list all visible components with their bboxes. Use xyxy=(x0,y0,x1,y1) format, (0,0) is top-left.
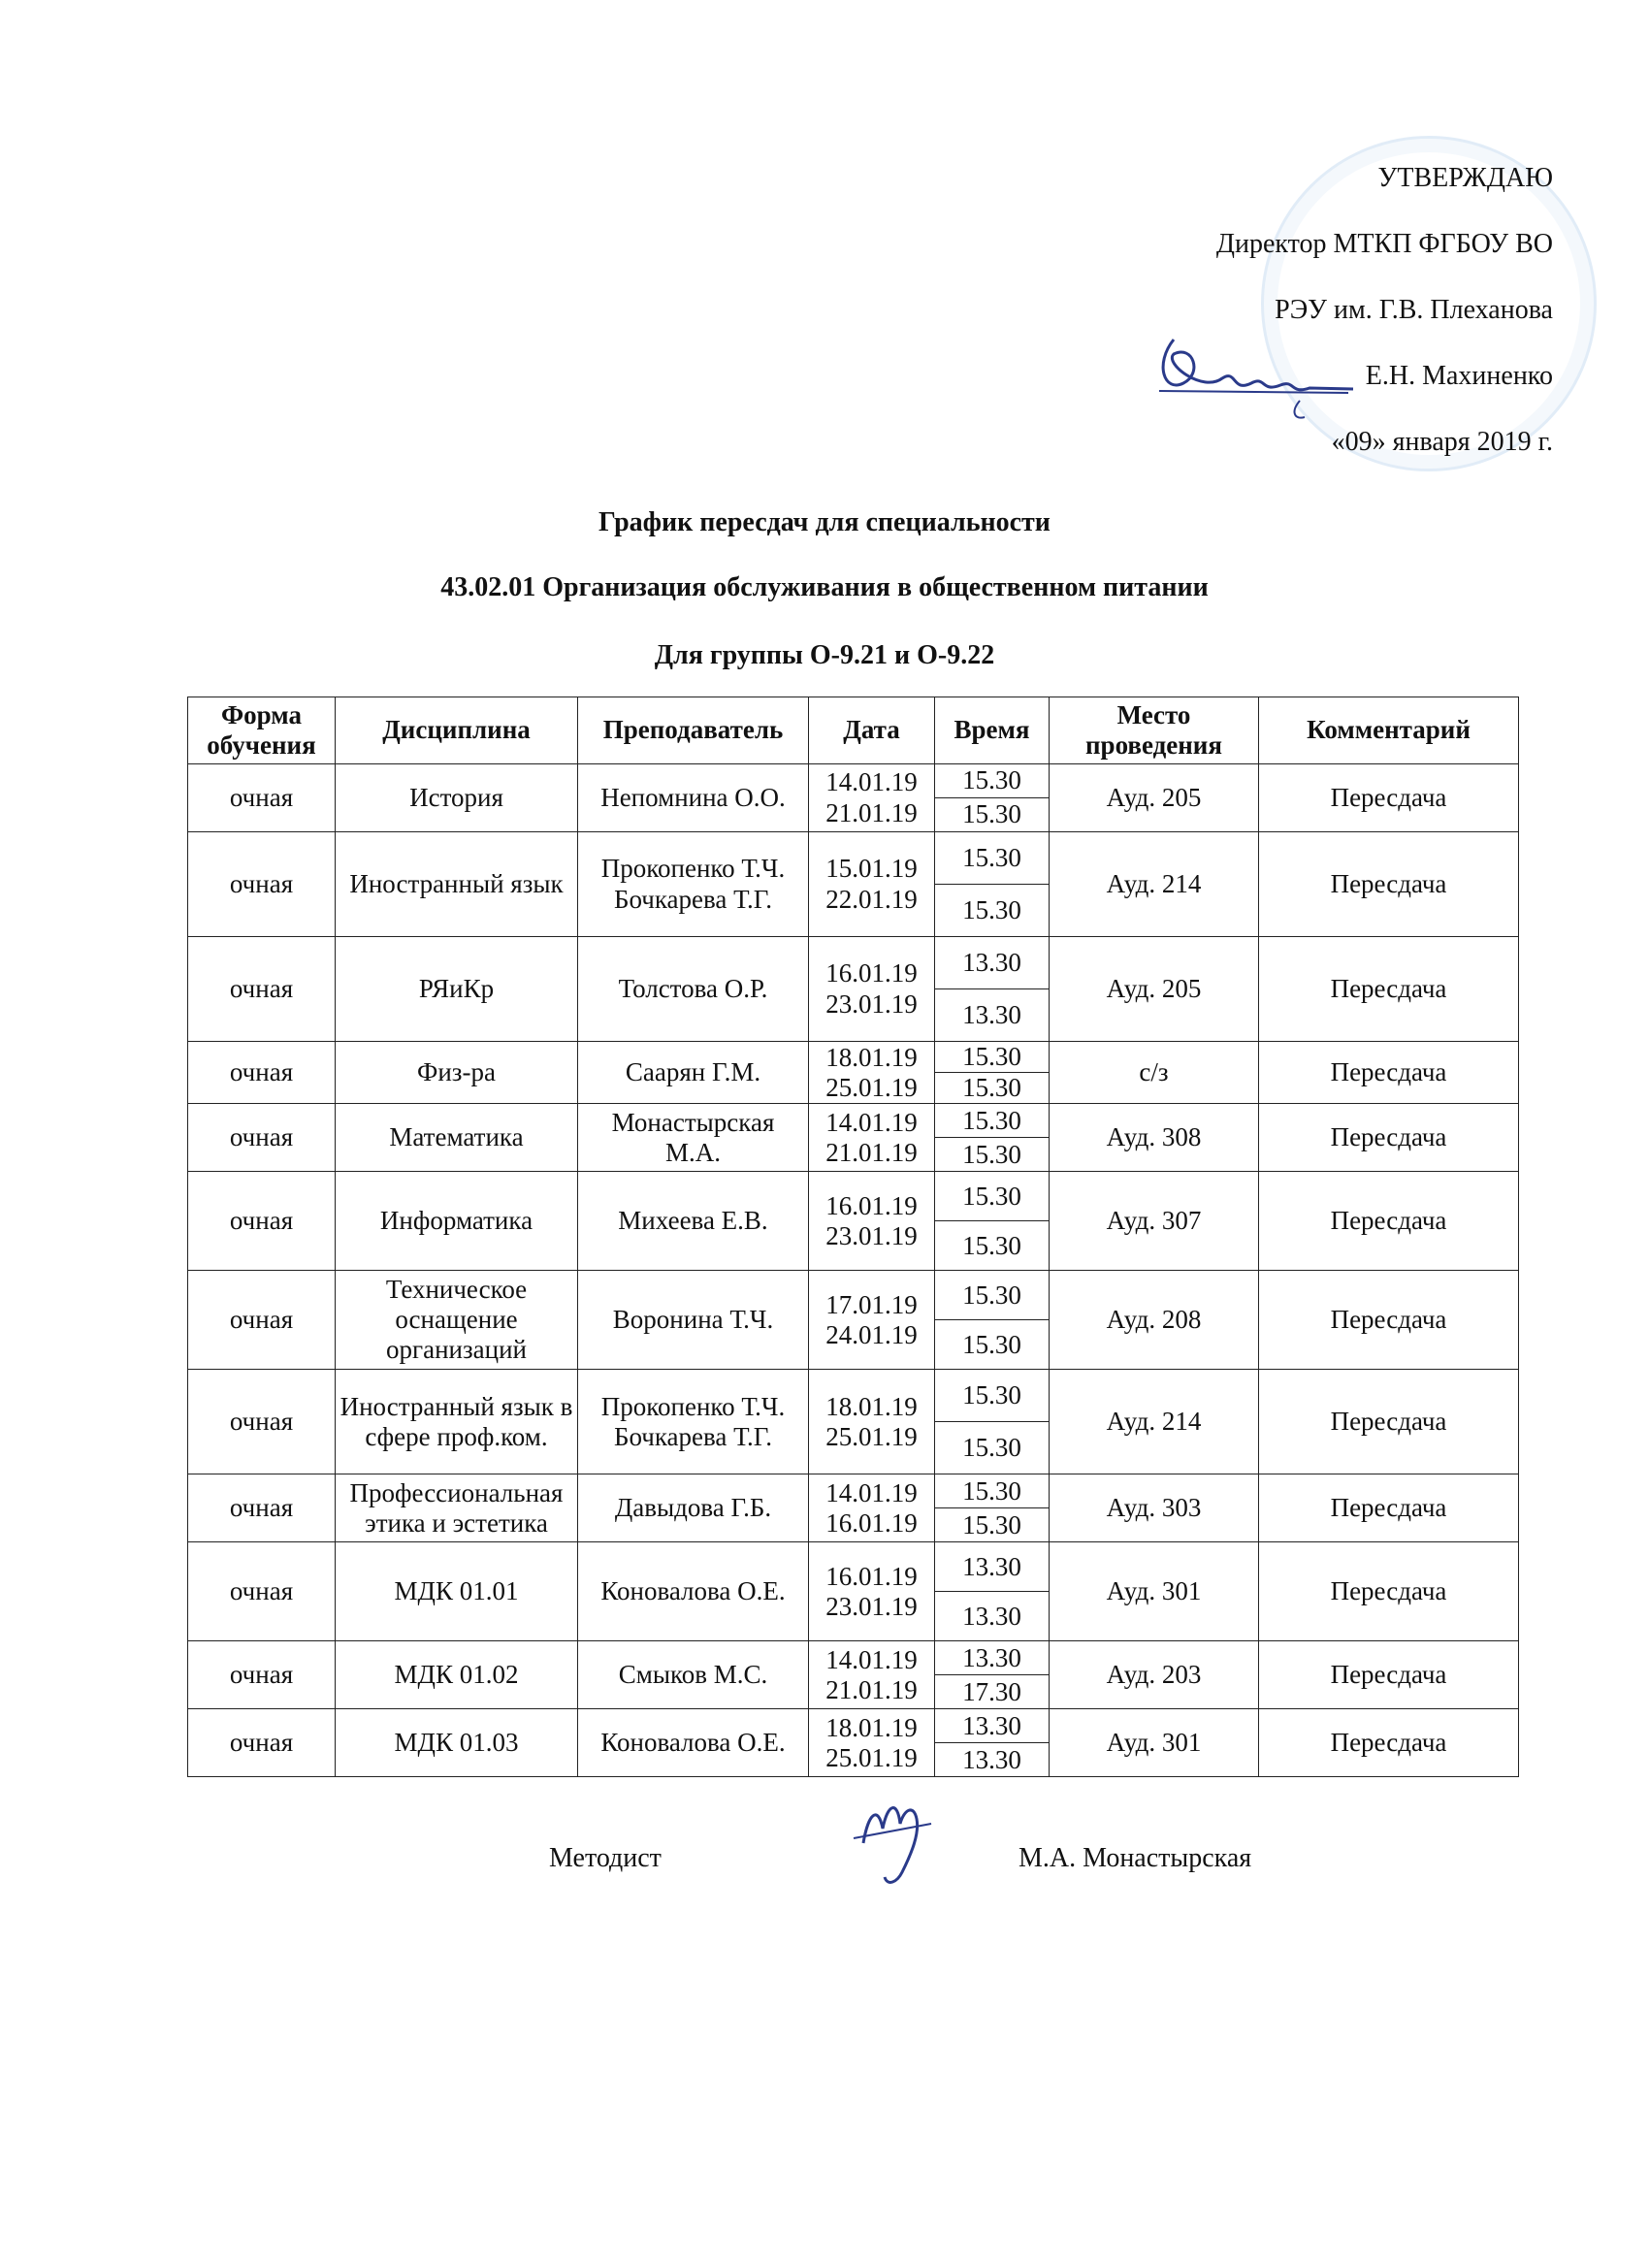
table-row xyxy=(188,1370,1519,1422)
cell-teacher: Смыков М.С. xyxy=(578,1641,809,1709)
cell-form: очная xyxy=(188,1542,336,1641)
cell-discipline: МДК 01.01 xyxy=(336,1542,578,1641)
table-row xyxy=(188,1042,1519,1073)
cell-place: Ауд. 214 xyxy=(1050,832,1259,937)
cell-teacher: Михеева Е.В. xyxy=(578,1172,809,1271)
cell-comment: Пересдача xyxy=(1259,1172,1519,1271)
methodist-role: Методист xyxy=(549,1843,662,1873)
cell-teacher: Прокопенко Т.Ч. Бочкарева Т.Г. xyxy=(578,832,809,937)
cell-discipline: Техническое оснащение организаций xyxy=(336,1271,578,1370)
cell-time-first: 13.30 xyxy=(935,1709,1050,1743)
col-header: Форма обучения xyxy=(188,697,336,764)
cell-teacher: Коновалова О.Е. xyxy=(578,1542,809,1641)
table-row xyxy=(188,1641,1519,1675)
table-row xyxy=(188,1709,1519,1743)
col-header: Дата xyxy=(809,697,935,764)
col-header: Место проведения xyxy=(1050,697,1259,764)
cell-comment: Пересдача xyxy=(1259,1370,1519,1474)
cell-dates: 16.01.19 23.01.19 xyxy=(809,937,935,1042)
cell-time-second: 17.30 xyxy=(935,1675,1050,1709)
cell-time-first: 13.30 xyxy=(935,1542,1050,1592)
approval-line: РЭУ им. Г.В. Плеханова xyxy=(1275,295,1553,325)
cell-time-second: 15.30 xyxy=(935,1221,1050,1271)
cell-time-first: 13.30 xyxy=(935,937,1050,989)
cell-teacher: Коновалова О.Е. xyxy=(578,1709,809,1777)
cell-teacher: Давыдова Г.Б. xyxy=(578,1474,809,1542)
col-header: Дисциплина xyxy=(336,697,578,764)
specialty-title: 43.02.01 Организация обслуживания в общественном питании xyxy=(440,572,1209,602)
cell-time-first: 15.30 xyxy=(935,1172,1050,1221)
col-header: Преподаватель xyxy=(578,697,809,764)
cell-teacher: Воронина Т.Ч. xyxy=(578,1271,809,1370)
cell-time-second: 15.30 xyxy=(935,1073,1050,1104)
table-row xyxy=(188,1271,1519,1320)
cell-comment: Пересдача xyxy=(1259,764,1519,832)
table-row xyxy=(188,832,1519,885)
approval-line: УТВЕРЖДАЮ xyxy=(1377,163,1553,193)
table-row xyxy=(188,1104,1519,1138)
cell-discipline: Информатика xyxy=(336,1172,578,1271)
cell-time-first: 15.30 xyxy=(935,1104,1050,1138)
table-header-row xyxy=(188,697,1519,764)
cell-comment: Пересдача xyxy=(1259,1641,1519,1709)
col-header: Комментарий xyxy=(1259,697,1519,764)
cell-dates: 16.01.19 23.01.19 xyxy=(809,1542,935,1641)
table-row xyxy=(188,1474,1519,1508)
cell-dates: 16.01.19 23.01.19 xyxy=(809,1172,935,1271)
cell-time-second: 15.30 xyxy=(935,1422,1050,1474)
cell-dates: 14.01.19 16.01.19 xyxy=(809,1474,935,1542)
cell-time-first: 15.30 xyxy=(935,832,1050,885)
cell-comment: Пересдача xyxy=(1259,1042,1519,1104)
cell-discipline: Иностранный язык в сфере проф.ком. xyxy=(336,1370,578,1474)
director-signature xyxy=(1145,325,1358,422)
cell-comment: Пересдача xyxy=(1259,937,1519,1042)
cell-place: Ауд. 205 xyxy=(1050,764,1259,832)
cell-dates: 18.01.19 25.01.19 xyxy=(809,1370,935,1474)
methodist-name: М.А. Монастырская xyxy=(1018,1843,1252,1873)
cell-comment: Пересдача xyxy=(1259,1474,1519,1542)
cell-form: очная xyxy=(188,1709,336,1777)
cell-place: Ауд. 303 xyxy=(1050,1474,1259,1542)
cell-form: очная xyxy=(188,1104,336,1172)
approval-line: Директор МТКП ФГБОУ ВО xyxy=(1215,229,1553,259)
cell-form: очная xyxy=(188,1042,336,1104)
cell-time-second: 13.30 xyxy=(935,1592,1050,1641)
cell-teacher: Саарян Г.М. xyxy=(578,1042,809,1104)
cell-teacher: Монастырская М.А. xyxy=(578,1104,809,1172)
cell-form: очная xyxy=(188,1271,336,1370)
cell-discipline: МДК 01.02 xyxy=(336,1641,578,1709)
cell-time-second: 13.30 xyxy=(935,1743,1050,1777)
cell-form: очная xyxy=(188,1370,336,1474)
cell-time-second: 15.30 xyxy=(935,1320,1050,1370)
cell-place: Ауд. 205 xyxy=(1050,937,1259,1042)
cell-time-first: 15.30 xyxy=(935,764,1050,798)
cell-time-second: 15.30 xyxy=(935,798,1050,832)
cell-comment: Пересдача xyxy=(1259,1104,1519,1172)
cell-time-second: 13.30 xyxy=(935,989,1050,1042)
table-row xyxy=(188,1542,1519,1592)
cell-time-first: 13.30 xyxy=(935,1641,1050,1675)
cell-time-second: 15.30 xyxy=(935,885,1050,937)
cell-place: Ауд. 301 xyxy=(1050,1542,1259,1641)
cell-time-second: 15.30 xyxy=(935,1508,1050,1542)
cell-time-first: 15.30 xyxy=(935,1474,1050,1508)
cell-teacher: Непомнина О.О. xyxy=(578,764,809,832)
cell-dates: 14.01.19 21.01.19 xyxy=(809,1104,935,1172)
methodist-signature xyxy=(844,1785,951,1901)
cell-teacher: Прокопенко Т.Ч. Бочкарева Т.Г. xyxy=(578,1370,809,1474)
cell-place: с/з xyxy=(1050,1042,1259,1104)
group-title: Для группы О-9.21 и О-9.22 xyxy=(654,640,995,670)
cell-form: очная xyxy=(188,764,336,832)
cell-form: очная xyxy=(188,937,336,1042)
cell-place: Ауд. 308 xyxy=(1050,1104,1259,1172)
cell-discipline: МДК 01.03 xyxy=(336,1709,578,1777)
cell-place: Ауд. 203 xyxy=(1050,1641,1259,1709)
cell-dates: 15.01.19 22.01.19 xyxy=(809,832,935,937)
cell-dates: 14.01.19 21.01.19 xyxy=(809,1641,935,1709)
cell-dates: 17.01.19 24.01.19 xyxy=(809,1271,935,1370)
cell-dates: 14.01.19 21.01.19 xyxy=(809,764,935,832)
cell-teacher: Толстова О.Р. xyxy=(578,937,809,1042)
cell-comment: Пересдача xyxy=(1259,1542,1519,1641)
cell-place: Ауд. 208 xyxy=(1050,1271,1259,1370)
approval-line: «09» января 2019 г. xyxy=(1331,427,1553,457)
cell-form: очная xyxy=(188,1641,336,1709)
cell-discipline: Профессиональная этика и эстетика xyxy=(336,1474,578,1542)
cell-form: очная xyxy=(188,1474,336,1542)
doc-title: График пересдач для специальности xyxy=(598,507,1051,537)
cell-form: очная xyxy=(188,1172,336,1271)
table-row xyxy=(188,1172,1519,1221)
cell-discipline: Математика xyxy=(336,1104,578,1172)
cell-form: очная xyxy=(188,832,336,937)
cell-comment: Пересдача xyxy=(1259,832,1519,937)
cell-discipline: РЯиКр xyxy=(336,937,578,1042)
cell-discipline: История xyxy=(336,764,578,832)
cell-comment: Пересдача xyxy=(1259,1709,1519,1777)
cell-comment: Пересдача xyxy=(1259,1271,1519,1370)
col-header: Время xyxy=(935,697,1050,764)
table-row xyxy=(188,764,1519,798)
cell-dates: 18.01.19 25.01.19 xyxy=(809,1709,935,1777)
table-row xyxy=(188,937,1519,989)
cell-place: Ауд. 214 xyxy=(1050,1370,1259,1474)
schedule-table xyxy=(187,697,1519,1777)
cell-discipline: Иностранный язык xyxy=(336,832,578,937)
cell-time-first: 15.30 xyxy=(935,1370,1050,1422)
approval-line: Е.Н. Махиненко xyxy=(1365,361,1553,391)
cell-place: Ауд. 307 xyxy=(1050,1172,1259,1271)
cell-time-first: 15.30 xyxy=(935,1042,1050,1073)
cell-place: Ауд. 301 xyxy=(1050,1709,1259,1777)
cell-time-first: 15.30 xyxy=(935,1271,1050,1320)
cell-time-second: 15.30 xyxy=(935,1138,1050,1172)
cell-discipline: Физ-ра xyxy=(336,1042,578,1104)
cell-dates: 18.01.19 25.01.19 xyxy=(809,1042,935,1104)
